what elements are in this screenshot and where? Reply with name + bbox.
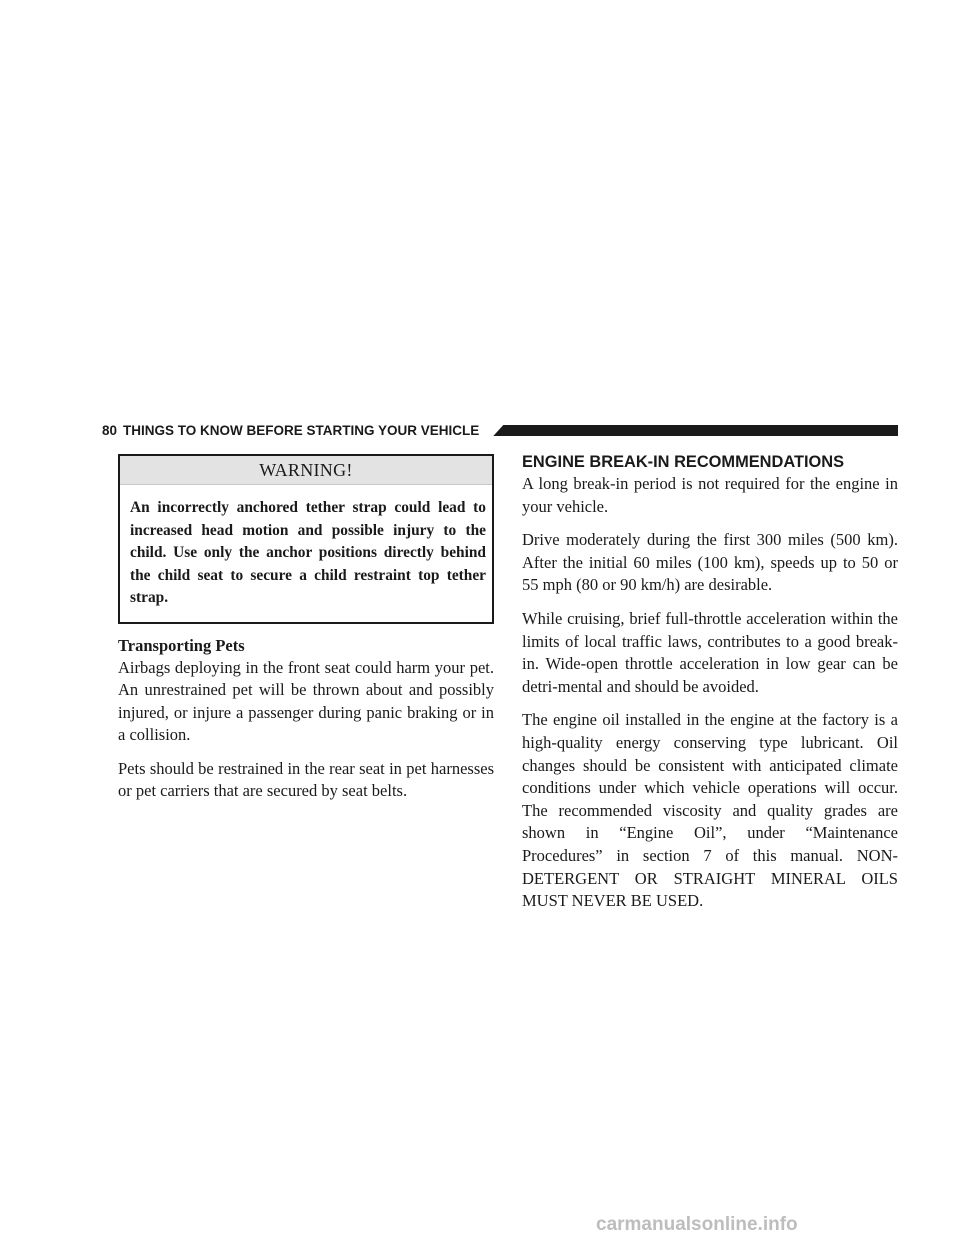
header-rule <box>493 425 898 436</box>
right-column <box>522 452 898 913</box>
break-in-paragraph: While cruising, brief full-throttle acceleration within the limits of local traffic laws, contributes to a good break-in. Wide-open throttle acceleration in low gear can be detri-mental and should be avoided. <box>522 608 898 696</box>
pets-heading: Transporting Pets <box>118 635 245 655</box>
left-column <box>118 454 494 803</box>
break-in-paragraph: The engine oil installed in the engine at the factory is a high-quality energy conserving type lubricant. Oil changes should be consistent with anticipated climate conditions under which vehicle operations will occur. The recommended viscosity and quality grades are shown in “Engine Oil”, under “Maintenance Procedures” in section 7 of this manual. NON-DETERGENT OR STRAIGHT MINERAL OILS MUST NEVER BE USED. <box>522 710 898 911</box>
warning-box <box>118 454 494 624</box>
break-in-paragraph: Drive moderately during the first 300 miles (500 km). After the initial 60 miles (100 km), speeds up to 50 or 55 mph (80 or 90 km/h) are desirable. <box>522 530 898 595</box>
warning-text: An incorrectly anchored tether strap could lead to increased head motion and possible injury to the child. Use only the anchor positions directly behind the child seat to secure a child restraint top tether strap. <box>130 499 486 606</box>
page-number: 80 <box>102 422 118 438</box>
warning-title: WARNING! <box>120 456 492 485</box>
pets-paragraph: Airbags deploying in the front seat could harm your pet. An unrestrained pet will be thrown about and possibly injured, or injure a passenger during panic braking or in a collision. <box>118 657 494 745</box>
page-header <box>102 419 898 441</box>
pets-paragraph: Pets should be restrained in the rear seat in pet harnesses or pet carriers that are secured by seat belts. <box>118 758 494 801</box>
break-in-paragraph: A long break-in period is not required for the engine in your vehicle. <box>522 474 898 516</box>
watermark: carmanualsonline.info <box>596 1214 798 1235</box>
section-title: THINGS TO KNOW BEFORE STARTING YOUR VEHICLE <box>123 422 480 438</box>
break-in-heading: ENGINE BREAK-IN RECOMMENDATIONS <box>522 453 845 471</box>
